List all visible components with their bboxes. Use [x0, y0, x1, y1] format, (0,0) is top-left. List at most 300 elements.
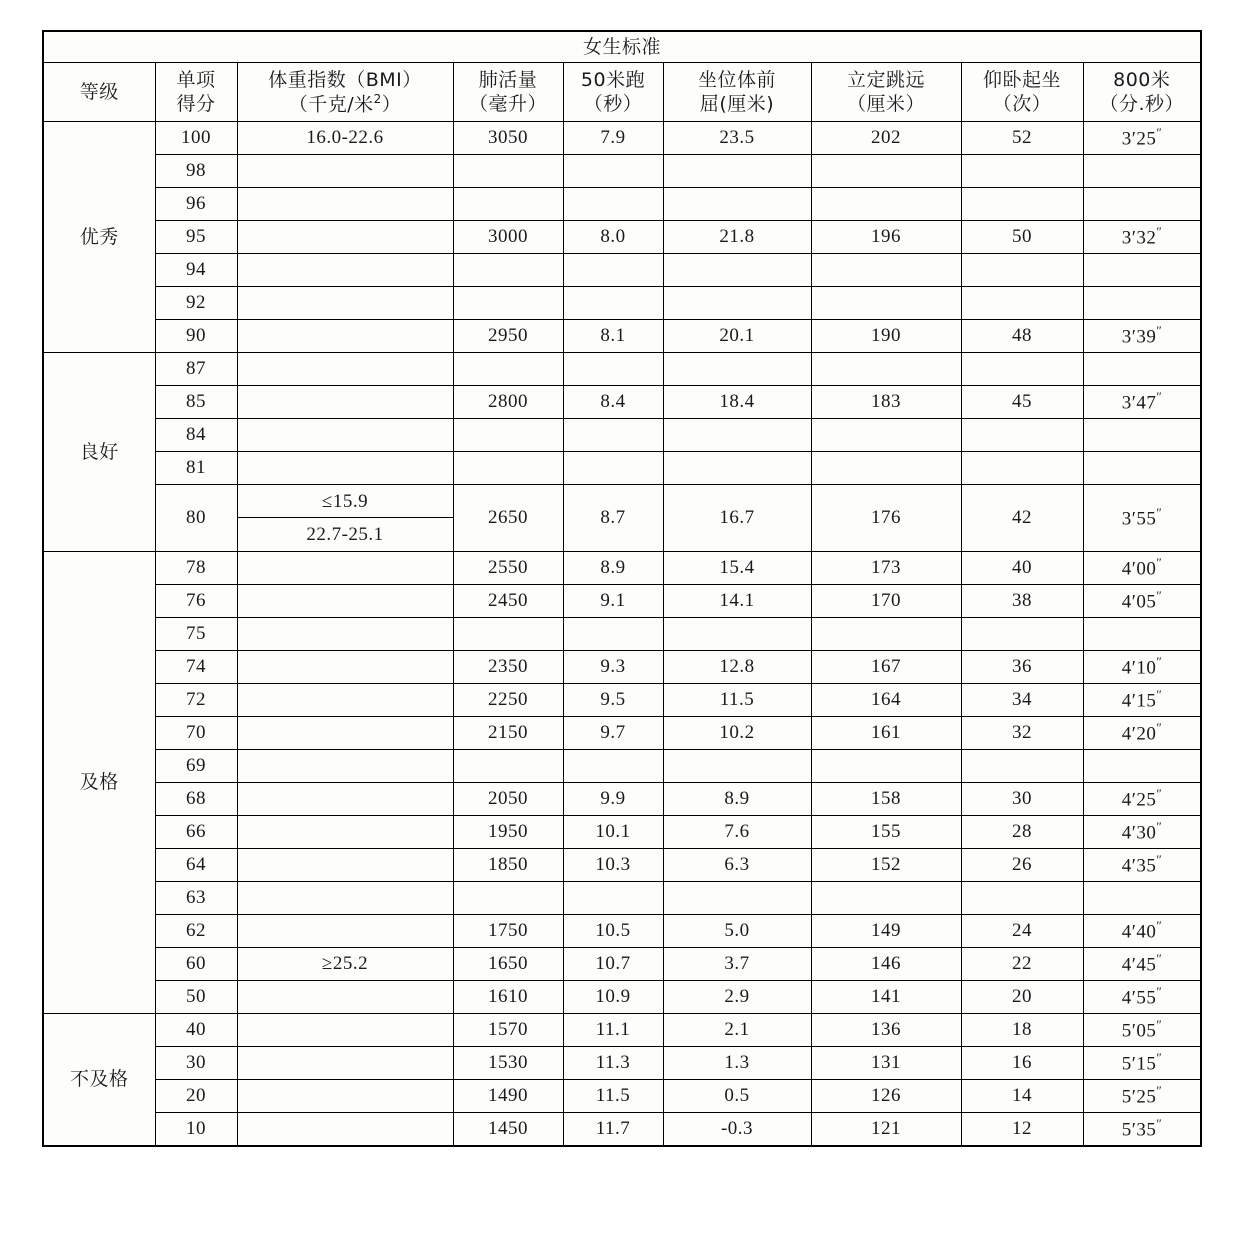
- jump-cell: [811, 419, 961, 452]
- table-row: [43, 386, 1201, 419]
- table-row: [43, 816, 1201, 849]
- situp-cell: 14: [961, 1080, 1083, 1113]
- vital-cell: 1610: [453, 981, 563, 1014]
- sit-cell: [663, 155, 811, 188]
- table-row: [43, 651, 1201, 684]
- column-header-grade: [43, 63, 155, 122]
- run50-cell: 8.0: [563, 221, 663, 254]
- vital-cell: 1850: [453, 849, 563, 882]
- run50-cell: [563, 452, 663, 485]
- table-row: [43, 684, 1201, 717]
- run50-cell: 9.1: [563, 585, 663, 618]
- table-row: [43, 320, 1201, 353]
- vital-cell: 3050: [453, 122, 563, 155]
- vital-cell: [453, 254, 563, 287]
- jump-cell: 170: [811, 585, 961, 618]
- jump-cell: 152: [811, 849, 961, 882]
- run50-cell: 10.1: [563, 816, 663, 849]
- score-cell: 78: [155, 552, 237, 585]
- vital-cell: 1530: [453, 1047, 563, 1080]
- table-row: [43, 717, 1201, 750]
- jump-cell: 131: [811, 1047, 961, 1080]
- run50-cell: 10.3: [563, 849, 663, 882]
- bmi-cell: [237, 981, 453, 1014]
- run800-cell: 4′00″: [1083, 552, 1201, 585]
- sit-cell: -0.3: [663, 1113, 811, 1147]
- bmi-cell: [237, 386, 453, 419]
- sit-cell: 3.7: [663, 948, 811, 981]
- vital-cell: 3000: [453, 221, 563, 254]
- vital-cell: [453, 155, 563, 188]
- column-header-score: [155, 63, 237, 122]
- vital-cell: 1750: [453, 915, 563, 948]
- run800-cell: 3′25″: [1083, 122, 1201, 155]
- vital-cell: 2150: [453, 717, 563, 750]
- vital-cell: [453, 882, 563, 915]
- score-cell: 92: [155, 287, 237, 320]
- situp-cell: 36: [961, 651, 1083, 684]
- sit-cell: 7.6: [663, 816, 811, 849]
- sit-cell: [663, 353, 811, 386]
- vital-cell: 2350: [453, 651, 563, 684]
- score-cell: 100: [155, 122, 237, 155]
- run800-cell: 4′45″: [1083, 948, 1201, 981]
- jump-cell: 155: [811, 816, 961, 849]
- table-row: [43, 783, 1201, 816]
- column-header-line1: 立定跳远: [846, 68, 925, 91]
- run50-cell: [563, 188, 663, 221]
- run800-cell: 4′10″: [1083, 651, 1201, 684]
- table-row: [43, 287, 1201, 320]
- grade-label-cell: 良好: [43, 353, 155, 552]
- run50-cell: [563, 353, 663, 386]
- situp-cell: [961, 188, 1083, 221]
- run50-cell: [563, 254, 663, 287]
- score-cell: 63: [155, 882, 237, 915]
- situp-cell: 32: [961, 717, 1083, 750]
- score-cell: 10: [155, 1113, 237, 1147]
- run50-cell: 11.7: [563, 1113, 663, 1147]
- run800-cell: [1083, 750, 1201, 783]
- score-cell: 30: [155, 1047, 237, 1080]
- run50-cell: 10.5: [563, 915, 663, 948]
- table-row: [43, 1014, 1201, 1047]
- bmi-cell: [237, 783, 453, 816]
- run50-cell: 11.3: [563, 1047, 663, 1080]
- table-row: [43, 915, 1201, 948]
- score-cell: 60: [155, 948, 237, 981]
- sit-cell: 21.8: [663, 221, 811, 254]
- column-header-line2: （次）: [992, 93, 1052, 115]
- run800-cell: 3′47″: [1083, 386, 1201, 419]
- column-header-line1: 坐位体前: [697, 68, 776, 91]
- table-row: [43, 618, 1201, 651]
- sit-cell: [663, 618, 811, 651]
- score-cell: 66: [155, 816, 237, 849]
- situp-cell: [961, 353, 1083, 386]
- situp-cell: 45: [961, 386, 1083, 419]
- bmi-cell: 16.0-22.6: [237, 122, 453, 155]
- jump-cell: 161: [811, 717, 961, 750]
- vital-cell: [453, 750, 563, 783]
- bmi-cell: [237, 651, 453, 684]
- situp-cell: [961, 155, 1083, 188]
- situp-cell: 42: [961, 485, 1083, 552]
- sit-cell: 18.4: [663, 386, 811, 419]
- sit-cell: [663, 750, 811, 783]
- run50-cell: 9.5: [563, 684, 663, 717]
- column-header-line1: 仰卧起坐: [982, 68, 1061, 91]
- sit-cell: 8.9: [663, 783, 811, 816]
- table-row: [43, 452, 1201, 485]
- score-cell: 87: [155, 353, 237, 386]
- jump-cell: 141: [811, 981, 961, 1014]
- run800-cell: [1083, 353, 1201, 386]
- run800-cell: 4′20″: [1083, 717, 1201, 750]
- bmi-cell: [237, 717, 453, 750]
- table-row: [43, 948, 1201, 981]
- bmi-cell: [237, 320, 453, 353]
- vital-cell: 1570: [453, 1014, 563, 1047]
- table-row: [43, 750, 1201, 783]
- run50-cell: 9.7: [563, 717, 663, 750]
- vital-cell: [453, 353, 563, 386]
- column-header-line1: 50米跑: [580, 68, 646, 91]
- score-cell: 76: [155, 585, 237, 618]
- grade-label-cell: 不及格: [43, 1014, 155, 1147]
- run50-cell: 9.9: [563, 783, 663, 816]
- jump-cell: 126: [811, 1080, 961, 1113]
- bmi-cell: [237, 287, 453, 320]
- jump-cell: 164: [811, 684, 961, 717]
- situp-cell: [961, 452, 1083, 485]
- column-header-jump: [811, 63, 961, 122]
- bmi-cell: [237, 485, 453, 552]
- vital-cell: 1450: [453, 1113, 563, 1147]
- bmi-cell: ≥25.2: [237, 948, 453, 981]
- situp-cell: 16: [961, 1047, 1083, 1080]
- bmi-cell: [237, 585, 453, 618]
- score-cell: 69: [155, 750, 237, 783]
- bmi-cell: [237, 188, 453, 221]
- bmi-cell: [237, 1080, 453, 1113]
- vital-cell: 2250: [453, 684, 563, 717]
- bmi-cell: [237, 1014, 453, 1047]
- column-header-line2: （分.秒）: [1099, 93, 1185, 115]
- situp-cell: 20: [961, 981, 1083, 1014]
- run50-cell: [563, 155, 663, 188]
- column-header-situp: [961, 63, 1083, 122]
- run50-cell: [563, 419, 663, 452]
- bmi-cell: [237, 750, 453, 783]
- score-cell: 62: [155, 915, 237, 948]
- run800-cell: [1083, 287, 1201, 320]
- situp-cell: 34: [961, 684, 1083, 717]
- score-cell: 94: [155, 254, 237, 287]
- run800-cell: 4′30″: [1083, 816, 1201, 849]
- situp-cell: [961, 618, 1083, 651]
- vital-cell: [453, 452, 563, 485]
- jump-cell: 196: [811, 221, 961, 254]
- jump-cell: 176: [811, 485, 961, 552]
- sit-cell: [663, 254, 811, 287]
- table-row: [43, 849, 1201, 882]
- run50-cell: 11.1: [563, 1014, 663, 1047]
- run800-cell: 3′39″: [1083, 320, 1201, 353]
- sit-cell: [663, 419, 811, 452]
- sit-cell: [663, 287, 811, 320]
- score-cell: 96: [155, 188, 237, 221]
- column-header-line2: （厘米）: [846, 93, 925, 115]
- run50-cell: 11.5: [563, 1080, 663, 1113]
- run800-cell: 4′35″: [1083, 849, 1201, 882]
- score-cell: 74: [155, 651, 237, 684]
- run800-cell: 4′40″: [1083, 915, 1201, 948]
- jump-cell: [811, 353, 961, 386]
- jump-cell: [811, 618, 961, 651]
- column-header-line2: 屈(厘米): [699, 93, 775, 115]
- sit-cell: 14.1: [663, 585, 811, 618]
- vital-cell: [453, 419, 563, 452]
- run800-cell: [1083, 254, 1201, 287]
- situp-cell: [961, 419, 1083, 452]
- vital-cell: 2550: [453, 552, 563, 585]
- sit-cell: 11.5: [663, 684, 811, 717]
- run50-cell: [563, 618, 663, 651]
- score-cell: 98: [155, 155, 237, 188]
- run800-cell: 4′55″: [1083, 981, 1201, 1014]
- jump-cell: 190: [811, 320, 961, 353]
- situp-cell: 30: [961, 783, 1083, 816]
- run50-cell: 8.4: [563, 386, 663, 419]
- jump-cell: [811, 882, 961, 915]
- sit-cell: [663, 452, 811, 485]
- score-cell: 90: [155, 320, 237, 353]
- vital-cell: [453, 287, 563, 320]
- score-cell: 95: [155, 221, 237, 254]
- run50-cell: 8.7: [563, 485, 663, 552]
- bmi-cell: [237, 155, 453, 188]
- column-header-line1: 等级: [79, 80, 119, 103]
- table-title-row: [43, 31, 1201, 63]
- sit-cell: [663, 882, 811, 915]
- score-cell: 64: [155, 849, 237, 882]
- table-row: [43, 1080, 1201, 1113]
- sit-cell: 2.9: [663, 981, 811, 1014]
- run50-cell: [563, 287, 663, 320]
- jump-cell: 167: [811, 651, 961, 684]
- situp-cell: 48: [961, 320, 1083, 353]
- run50-cell: 8.1: [563, 320, 663, 353]
- sit-cell: 23.5: [663, 122, 811, 155]
- run800-cell: [1083, 155, 1201, 188]
- vital-cell: 2950: [453, 320, 563, 353]
- score-cell: 68: [155, 783, 237, 816]
- table-row: [43, 882, 1201, 915]
- run800-cell: [1083, 452, 1201, 485]
- grade-label-cell: 及格: [43, 552, 155, 1014]
- column-header-sit: [663, 63, 811, 122]
- table-row: [43, 585, 1201, 618]
- situp-cell: [961, 882, 1083, 915]
- bmi-cell: [237, 849, 453, 882]
- table-title: 女生标准: [43, 31, 1201, 63]
- table-row: [43, 419, 1201, 452]
- score-cell: 72: [155, 684, 237, 717]
- jump-cell: [811, 188, 961, 221]
- sit-cell: 0.5: [663, 1080, 811, 1113]
- jump-cell: 202: [811, 122, 961, 155]
- table-row: [43, 485, 1201, 552]
- run800-cell: 4′15″: [1083, 684, 1201, 717]
- column-header-line2: （千克/米$^2$）: [288, 91, 402, 116]
- score-cell: 84: [155, 419, 237, 452]
- column-header-line1: 肺活量: [478, 68, 538, 91]
- run800-cell: 4′25″: [1083, 783, 1201, 816]
- bmi-cell: [237, 1113, 453, 1147]
- bmi-cell: [237, 452, 453, 485]
- bmi-cell: [237, 1047, 453, 1080]
- situp-cell: 50: [961, 221, 1083, 254]
- vital-cell: 1650: [453, 948, 563, 981]
- bmi-cell: [237, 221, 453, 254]
- table-row: [43, 221, 1201, 254]
- run800-cell: 5′15″: [1083, 1047, 1201, 1080]
- table-row: [43, 552, 1201, 585]
- situp-cell: [961, 287, 1083, 320]
- situp-cell: 18: [961, 1014, 1083, 1047]
- score-cell: 20: [155, 1080, 237, 1113]
- jump-cell: 173: [811, 552, 961, 585]
- jump-cell: [811, 155, 961, 188]
- score-cell: 81: [155, 452, 237, 485]
- column-header-run800: [1083, 63, 1201, 122]
- vital-cell: 1950: [453, 816, 563, 849]
- female-standard-table: [42, 30, 1202, 1147]
- table-row: [43, 1047, 1201, 1080]
- score-cell: 80: [155, 485, 237, 552]
- situp-cell: 28: [961, 816, 1083, 849]
- sit-cell: 20.1: [663, 320, 811, 353]
- vital-cell: 2450: [453, 585, 563, 618]
- bmi-cell: [237, 552, 453, 585]
- sit-cell: 12.8: [663, 651, 811, 684]
- column-header-line2: （秒）: [583, 93, 643, 115]
- sit-cell: 5.0: [663, 915, 811, 948]
- run800-cell: 5′05″: [1083, 1014, 1201, 1047]
- run50-cell: 8.9: [563, 552, 663, 585]
- bmi-cell: [237, 684, 453, 717]
- jump-cell: 149: [811, 915, 961, 948]
- score-cell: 50: [155, 981, 237, 1014]
- score-cell: 85: [155, 386, 237, 419]
- situp-cell: 24: [961, 915, 1083, 948]
- situp-cell: 12: [961, 1113, 1083, 1147]
- run50-cell: 7.9: [563, 122, 663, 155]
- column-header-line2: 得分: [176, 93, 216, 115]
- bmi-cell: [237, 254, 453, 287]
- grade-label-cell: 优秀: [43, 122, 155, 353]
- sit-cell: 2.1: [663, 1014, 811, 1047]
- column-header-line1: 体重指数（BMI）: [268, 68, 422, 91]
- bmi-cell: [237, 882, 453, 915]
- column-header-vital: [453, 63, 563, 122]
- table-row: [43, 353, 1201, 386]
- table-header-row: [43, 63, 1201, 122]
- jump-cell: [811, 287, 961, 320]
- run50-cell: [563, 882, 663, 915]
- jump-cell: [811, 254, 961, 287]
- table-row: [43, 981, 1201, 1014]
- vital-cell: [453, 618, 563, 651]
- situp-cell: 40: [961, 552, 1083, 585]
- column-header-line1: 800米: [1113, 68, 1171, 91]
- table-row: [43, 188, 1201, 221]
- situp-cell: 38: [961, 585, 1083, 618]
- score-cell: 70: [155, 717, 237, 750]
- sit-cell: 15.4: [663, 552, 811, 585]
- run50-cell: [563, 750, 663, 783]
- vital-cell: 1490: [453, 1080, 563, 1113]
- run800-cell: 5′35″: [1083, 1113, 1201, 1147]
- sit-cell: 10.2: [663, 717, 811, 750]
- jump-cell: 146: [811, 948, 961, 981]
- table-row: [43, 155, 1201, 188]
- bmi-range-lower: 22.7-25.1: [306, 524, 384, 545]
- sit-cell: 16.7: [663, 485, 811, 552]
- jump-cell: 121: [811, 1113, 961, 1147]
- score-cell: 75: [155, 618, 237, 651]
- table-row: [43, 254, 1201, 287]
- table-row: [43, 1113, 1201, 1147]
- run50-cell: 9.3: [563, 651, 663, 684]
- vital-cell: [453, 188, 563, 221]
- bmi-cell: [237, 419, 453, 452]
- column-header-line1: 单项: [176, 68, 216, 91]
- bmi-range-upper: ≤15.9: [238, 485, 453, 518]
- run800-cell: [1083, 419, 1201, 452]
- sit-cell: 6.3: [663, 849, 811, 882]
- jump-cell: 158: [811, 783, 961, 816]
- situp-cell: 26: [961, 849, 1083, 882]
- jump-cell: 183: [811, 386, 961, 419]
- vital-cell: 2800: [453, 386, 563, 419]
- run800-cell: 5′25″: [1083, 1080, 1201, 1113]
- vital-cell: 2650: [453, 485, 563, 552]
- sit-cell: [663, 188, 811, 221]
- run800-cell: 3′55″: [1083, 485, 1201, 552]
- run800-cell: [1083, 882, 1201, 915]
- bmi-cell: [237, 353, 453, 386]
- situp-cell: [961, 254, 1083, 287]
- run50-cell: 10.7: [563, 948, 663, 981]
- situp-cell: 52: [961, 122, 1083, 155]
- bmi-cell: [237, 816, 453, 849]
- run50-cell: 10.9: [563, 981, 663, 1014]
- table-row: [43, 122, 1201, 155]
- column-header-line2: （毫升）: [468, 93, 547, 115]
- score-cell: 40: [155, 1014, 237, 1047]
- bmi-cell: [237, 915, 453, 948]
- vital-cell: 2050: [453, 783, 563, 816]
- jump-cell: 136: [811, 1014, 961, 1047]
- jump-cell: [811, 750, 961, 783]
- run800-cell: [1083, 188, 1201, 221]
- column-header-bmi: [237, 63, 453, 122]
- situp-cell: 22: [961, 948, 1083, 981]
- bmi-cell: [237, 618, 453, 651]
- column-header-run50: [563, 63, 663, 122]
